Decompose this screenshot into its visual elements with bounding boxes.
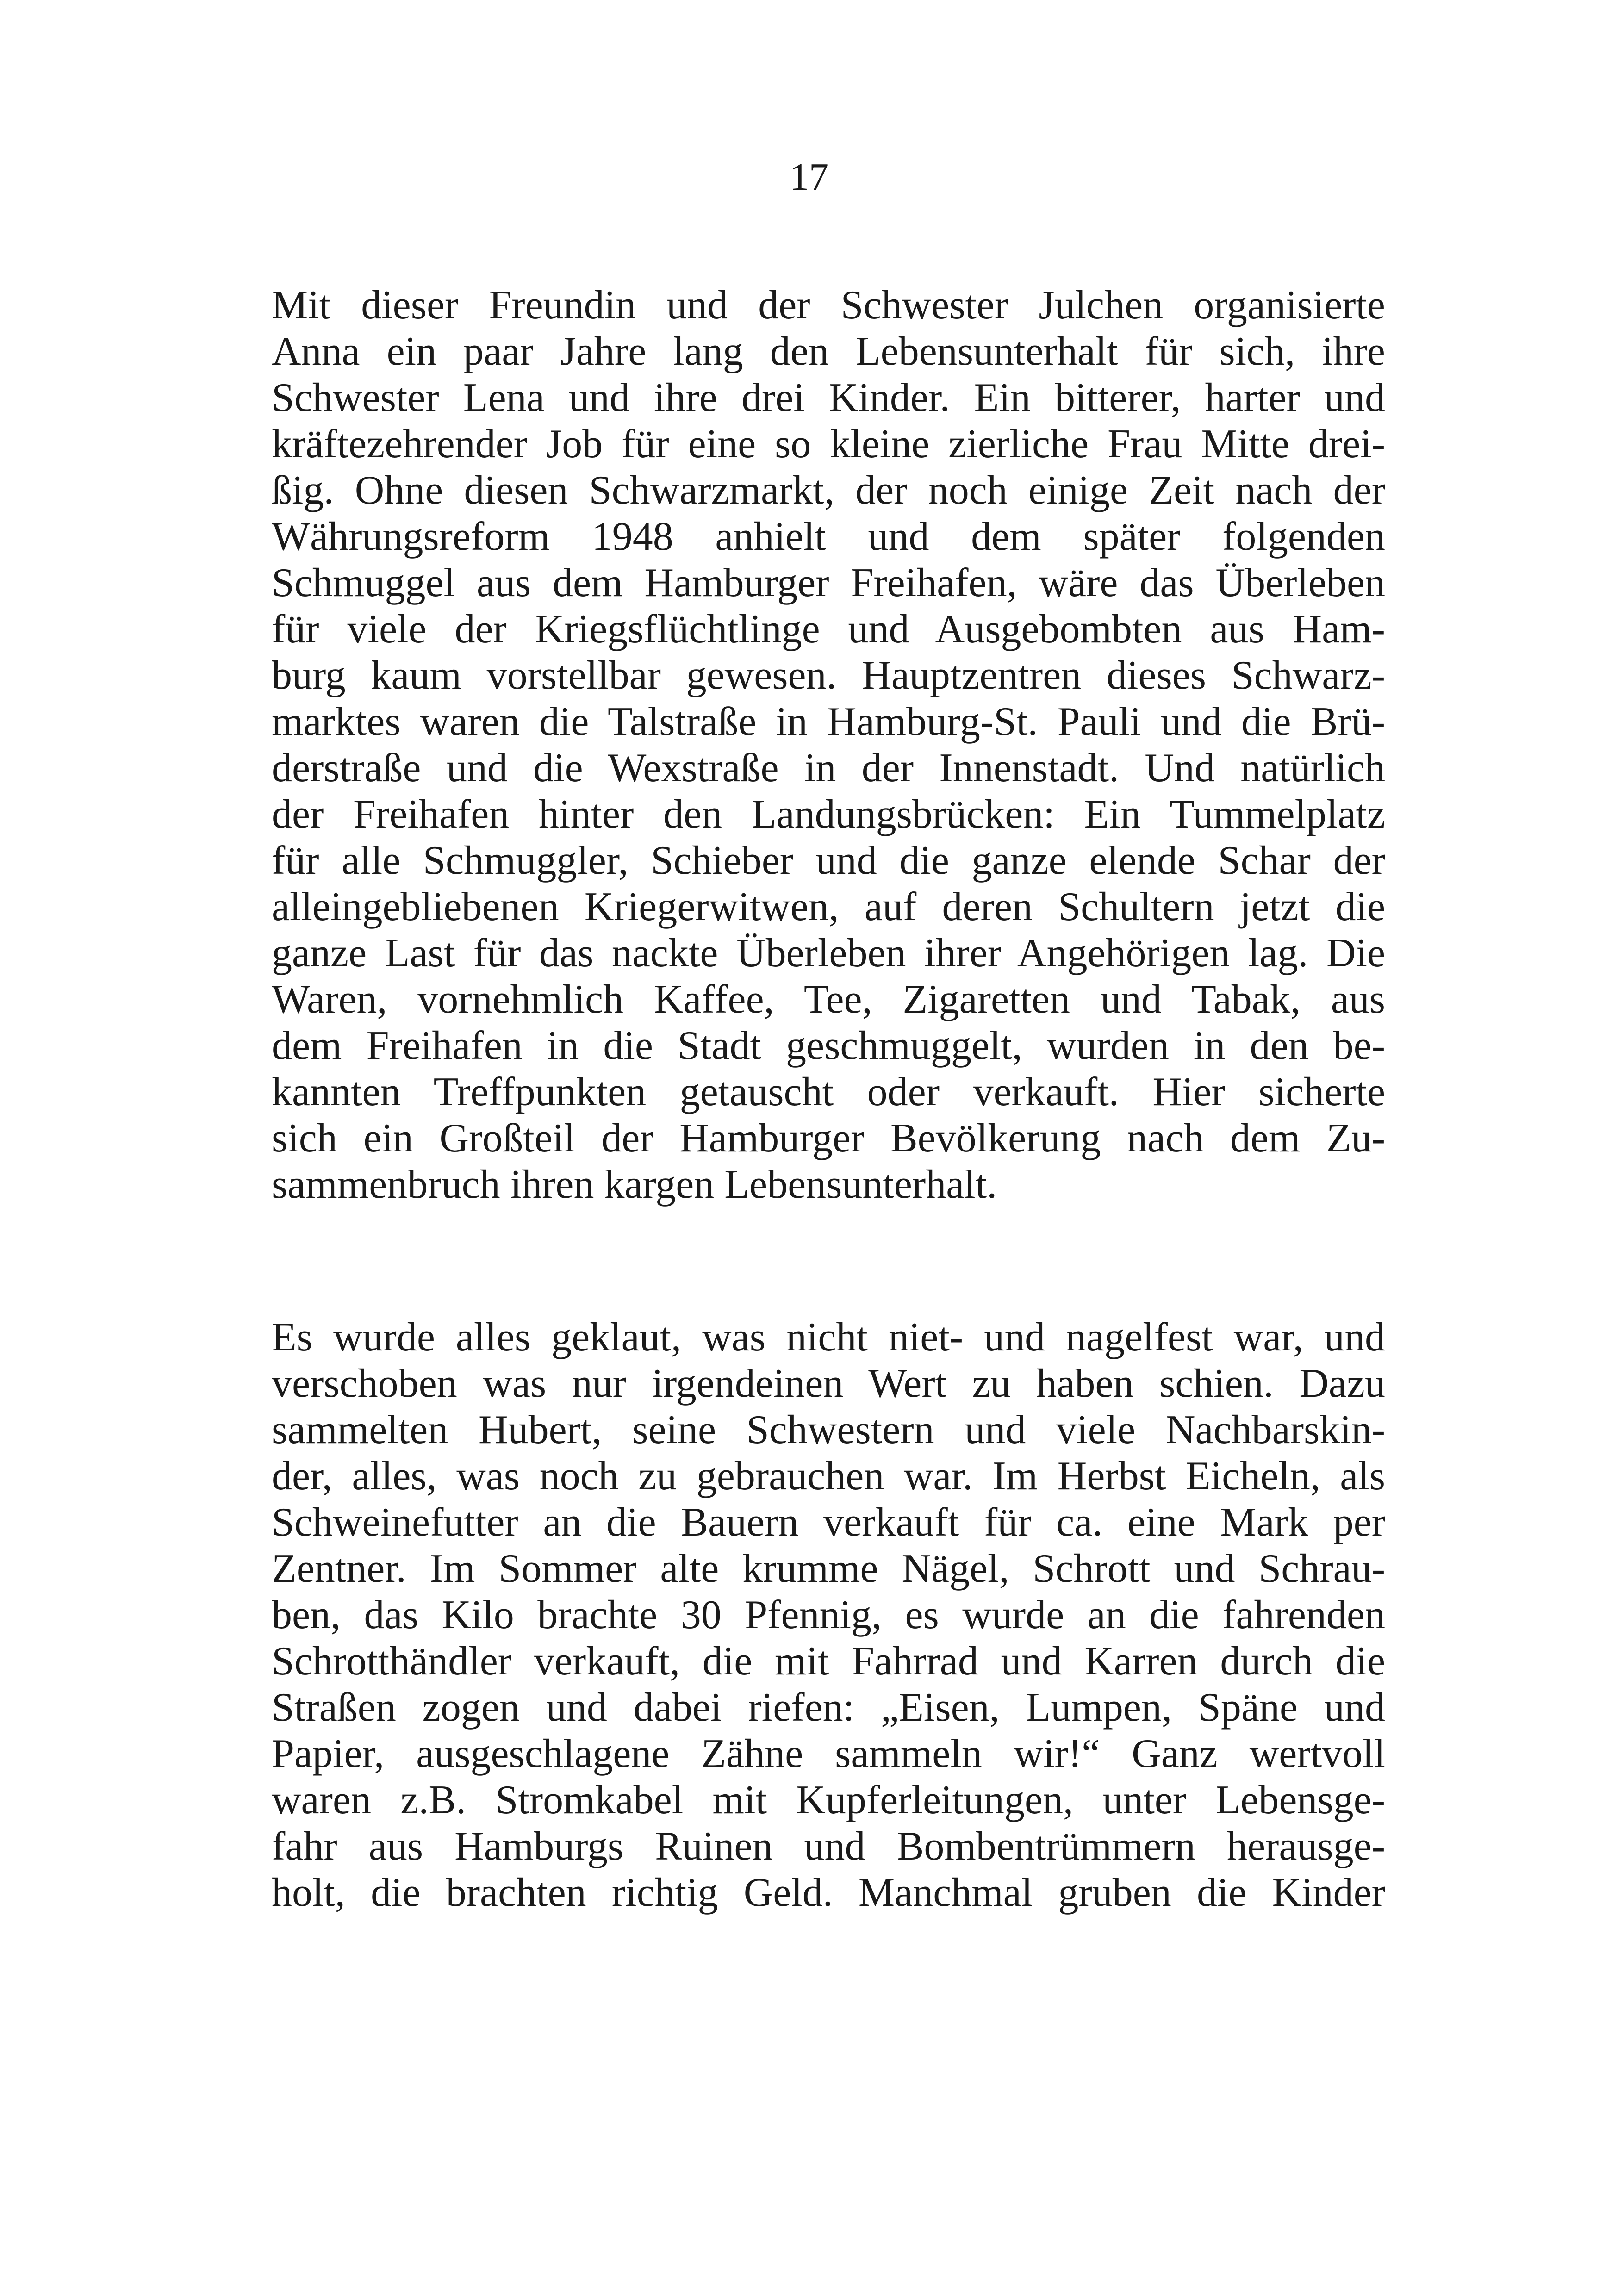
paragraph-1-line: ganze Last für das nackte Überleben ihrer Angehörigen lag. Die — [272, 931, 1385, 976]
paragraph-1-line: alleingebliebenen Kriegerwitwen, auf deren Schultern jetzt die — [272, 884, 1385, 929]
paragraph-1-line: Mit dieser Freundin und der Schwester Julchen organisierte — [272, 283, 1385, 328]
paragraph-1-line: sich ein Großteil der Hamburger Bevölkerung nach dem Zu- — [272, 1116, 1385, 1161]
paragraph-1-line: Währungsreform 1948 anhielt und dem später folgenden — [272, 514, 1385, 559]
paragraph-1-line: der Freihafen hinter den Landungsbrücken: Ein Tummelplatz — [272, 792, 1385, 837]
paragraph-2-line: Schrotthändler verkauft, die mit Fahrrad und Karren durch die — [272, 1639, 1385, 1684]
paragraph-2-line: Papier, ausgeschlagene Zähne sammeln wir!“ Ganz wertvoll — [272, 1731, 1385, 1776]
paragraph-1-line: sammenbruch ihren kargen Lebensunterhalt. — [272, 1162, 997, 1207]
paragraph-1-line: für alle Schmuggler, Schieber und die ganze elende Schar der — [272, 838, 1385, 883]
paragraph-2-line: verschoben was nur irgendeinen Wert zu haben schien. Dazu — [272, 1361, 1385, 1406]
paragraph-1-line: kräftezehrender Job für eine so kleine zierliche Frau Mitte drei- — [272, 422, 1385, 467]
paragraph-2-line: fahr aus Hamburgs Ruinen und Bombentrümmern herausge- — [272, 1824, 1385, 1869]
paragraph-2-line: der, alles, was noch zu gebrauchen war. Im Herbst Eicheln, als — [272, 1454, 1385, 1499]
paragraph-2-line: ben, das Kilo brachte 30 Pfennig, es wurde an die fahrenden — [272, 1593, 1385, 1637]
paragraph-1-line: dem Freihafen in die Stadt geschmuggelt, wurden in den be- — [272, 1023, 1385, 1068]
paragraph-2-line: waren z.B. Stromkabel mit Kupferleitungen, unter Lebensge- — [272, 1778, 1385, 1823]
paragraph-1-line: Schmuggel aus dem Hamburger Freihafen, wäre das Überleben — [272, 560, 1385, 605]
paragraph-1-line: für viele der Kriegsflüchtlinge und Ausgebombten aus Ham- — [272, 607, 1385, 652]
paragraph-1-line: ßig. Ohne diesen Schwarzmarkt, der noch einige Zeit nach der — [272, 468, 1385, 513]
paragraph-1-line: Schwester Lena und ihre drei Kinder. Ein bitterer, harter und — [272, 375, 1385, 420]
paragraph-2-line: sammelten Hubert, seine Schwestern und viele Nachbarskin- — [272, 1407, 1385, 1452]
paragraph-2-line: Es wurde alles geklaut, was nicht niet- und nagelfest war, und — [272, 1315, 1385, 1360]
paragraph-2-line: Schweinefutter an die Bauern verkauft für ca. eine Mark per — [272, 1500, 1385, 1545]
paragraph-1-line: Anna ein paar Jahre lang den Lebensunterhalt für sich, ihre — [272, 329, 1385, 374]
page-number: 17 — [790, 156, 828, 199]
paragraph-1-line: Waren, vornehmlich Kaffee, Tee, Zigaretten und Tabak, aus — [272, 977, 1385, 1022]
paragraph-2-line: holt, die brachten richtig Geld. Manchmal gruben die Kinder — [272, 1870, 1385, 1915]
paragraph-1-line: marktes waren die Talstraße in Hamburg-St. Pauli und die Brü- — [272, 699, 1385, 744]
paragraph-1-line: derstraße und die Wexstraße in der Innenstadt. Und natürlich — [272, 746, 1385, 790]
paragraph-1-line: kannten Treffpunkten getauscht oder verkauft. Hier sicherte — [272, 1070, 1385, 1114]
paragraph-1-line: burg kaum vorstellbar gewesen. Hauptzentren dieses Schwarz- — [272, 653, 1385, 698]
paragraph-2-line: Zentner. Im Sommer alte krumme Nägel, Schrott und Schrau- — [272, 1546, 1385, 1591]
paragraph-2-line: Straßen zogen und dabei riefen: „Eisen, Lumpen, Späne und — [272, 1685, 1385, 1730]
